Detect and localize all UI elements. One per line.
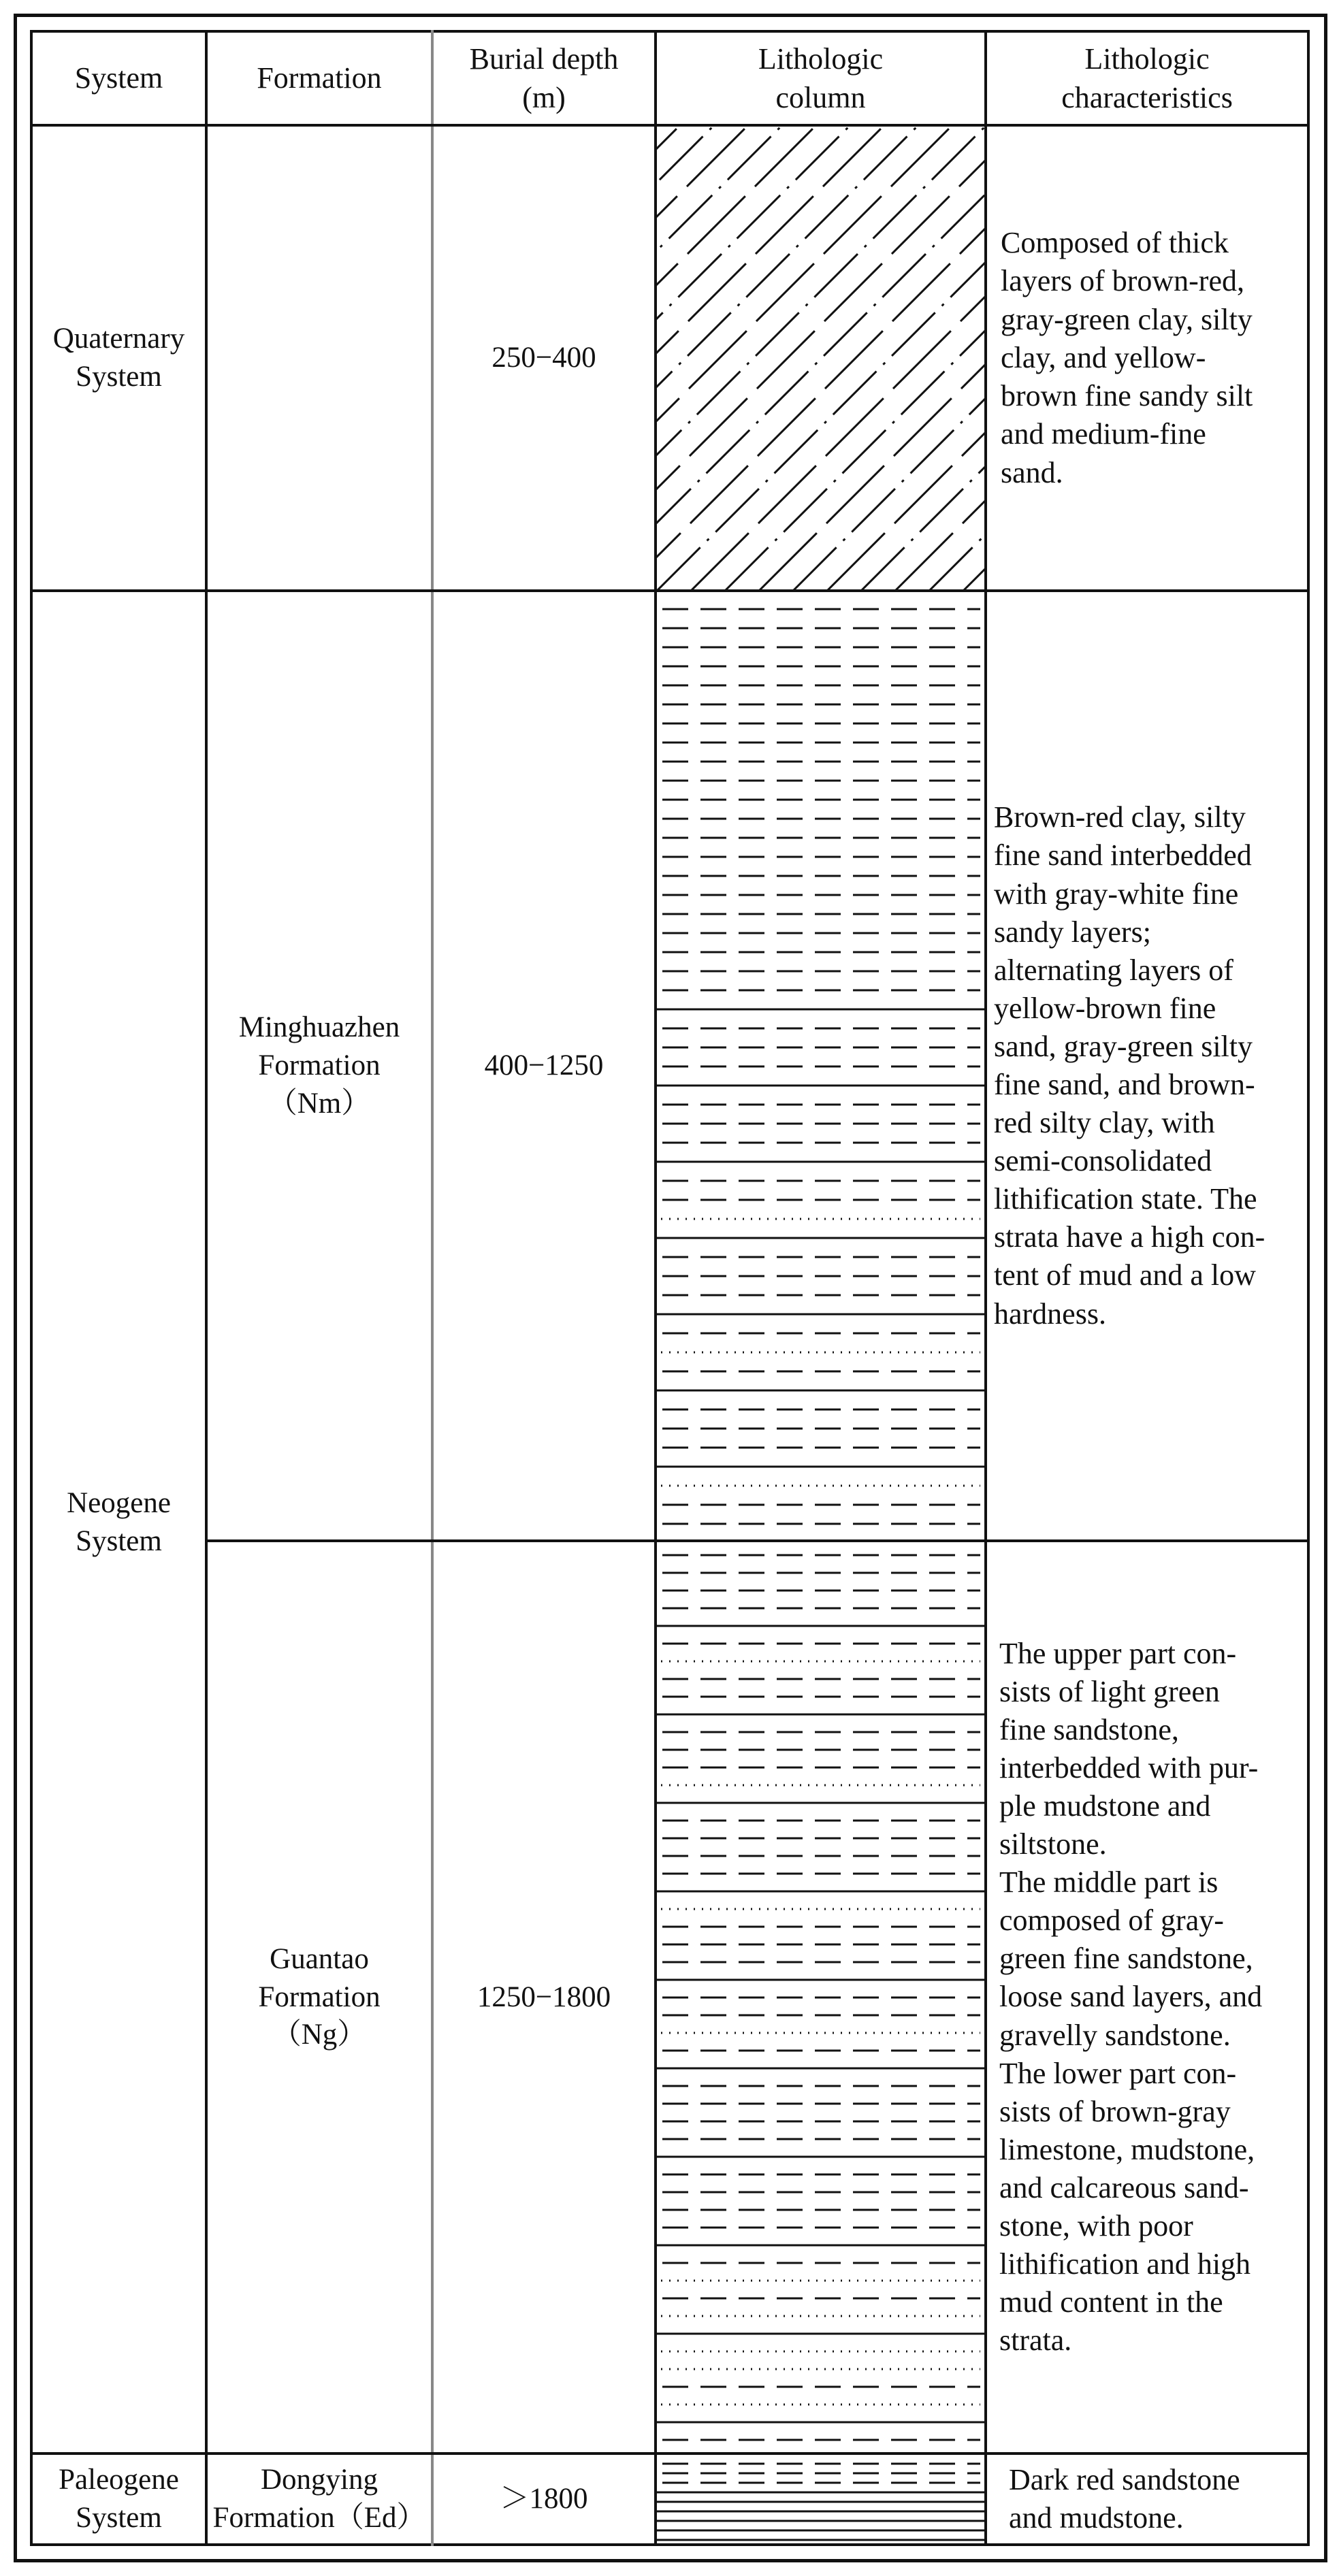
system-quaternary-label: Quaternary System bbox=[52, 323, 185, 393]
header-system-label: System bbox=[74, 61, 163, 95]
characteristics-minghuazhen-text: Brown-red clay, silty fine sand interbedded with gray-white fine sandy layers; alternating layers of yellow-brown fine sand, gray-green silty fine sand, and brown- red silty clay, with semi-consolidated lithification state. The strata have a high con- tent of mud and a low hardness. bbox=[994, 800, 1265, 1331]
header-lithologic-column-label: Lithologic column bbox=[758, 42, 884, 114]
header-lithologic-column bbox=[657, 33, 984, 124]
system-neogene-label: Neogene System bbox=[67, 1486, 171, 1557]
system-paleogene bbox=[33, 2455, 205, 2543]
border-bottom bbox=[30, 2543, 1310, 2546]
formation-minghuazhen-label: Minghuazhen Formation （Nm） bbox=[238, 1011, 400, 1120]
header-lithologic-characteristics bbox=[987, 33, 1307, 124]
header-burial-depth-label: Burial depth (m) bbox=[469, 42, 619, 114]
formation-guantao-label: Guantao Formation （Ng） bbox=[258, 1942, 381, 2051]
characteristics-quaternary bbox=[1001, 127, 1306, 589]
characteristics-quaternary-text: Composed of thick layers of brown-red, gray-green clay, silty clay, and yellow- brown fine sandy silt and medium-fine sand. bbox=[1001, 225, 1253, 489]
depth-quaternary bbox=[434, 127, 654, 589]
border-right bbox=[1307, 30, 1310, 2546]
formation-minghuazhen bbox=[208, 592, 431, 1539]
header-burial-depth bbox=[434, 33, 654, 124]
system-quaternary bbox=[33, 127, 205, 589]
characteristics-dongying bbox=[1009, 2455, 1306, 2543]
header-lithologic-characteristics-label: Lithologic characteristics bbox=[1061, 42, 1233, 114]
depth-minghuazhen bbox=[434, 592, 654, 1539]
depth-quaternary-value: 250−400 bbox=[491, 342, 596, 374]
divider-column bbox=[984, 30, 987, 2546]
system-neogene bbox=[33, 592, 205, 2452]
characteristics-dongying-text: Dark red sandstone and mudstone. bbox=[1009, 2462, 1240, 2534]
header-formation-label: Formation bbox=[257, 61, 382, 95]
characteristics-guantao bbox=[999, 1542, 1306, 2452]
depth-minghuazhen-value: 400−1250 bbox=[484, 1049, 604, 1082]
depth-guantao bbox=[434, 1542, 654, 2452]
formation-dongying-label: Dongying Formation（Ed） bbox=[212, 2464, 426, 2534]
header-formation bbox=[208, 33, 431, 124]
characteristics-minghuazhen bbox=[994, 592, 1306, 1539]
formation-guantao bbox=[208, 1542, 431, 2452]
system-paleogene-label: Paleogene System bbox=[59, 2464, 179, 2534]
depth-dongying bbox=[434, 2455, 654, 2543]
depth-dongying-value: ＞1800 bbox=[500, 2483, 588, 2515]
formation-dongying bbox=[208, 2455, 431, 2543]
depth-guantao-value: 1250−1800 bbox=[477, 1980, 611, 2013]
divider-depth bbox=[654, 30, 657, 2546]
characteristics-guantao-text: The upper part con- sists of light green fine sandstone, interbedded with pur- ple mudstone and siltstone. The middle part is composed of gray- green fine sandstone, loose sand layers, and gravelly sandstone. The lower part con- sists of brown-gray limestone, mudstone, and calcareous sand- stone, with poor lithification and high mud content in the strata. bbox=[999, 1636, 1263, 2358]
header-system bbox=[33, 33, 205, 124]
